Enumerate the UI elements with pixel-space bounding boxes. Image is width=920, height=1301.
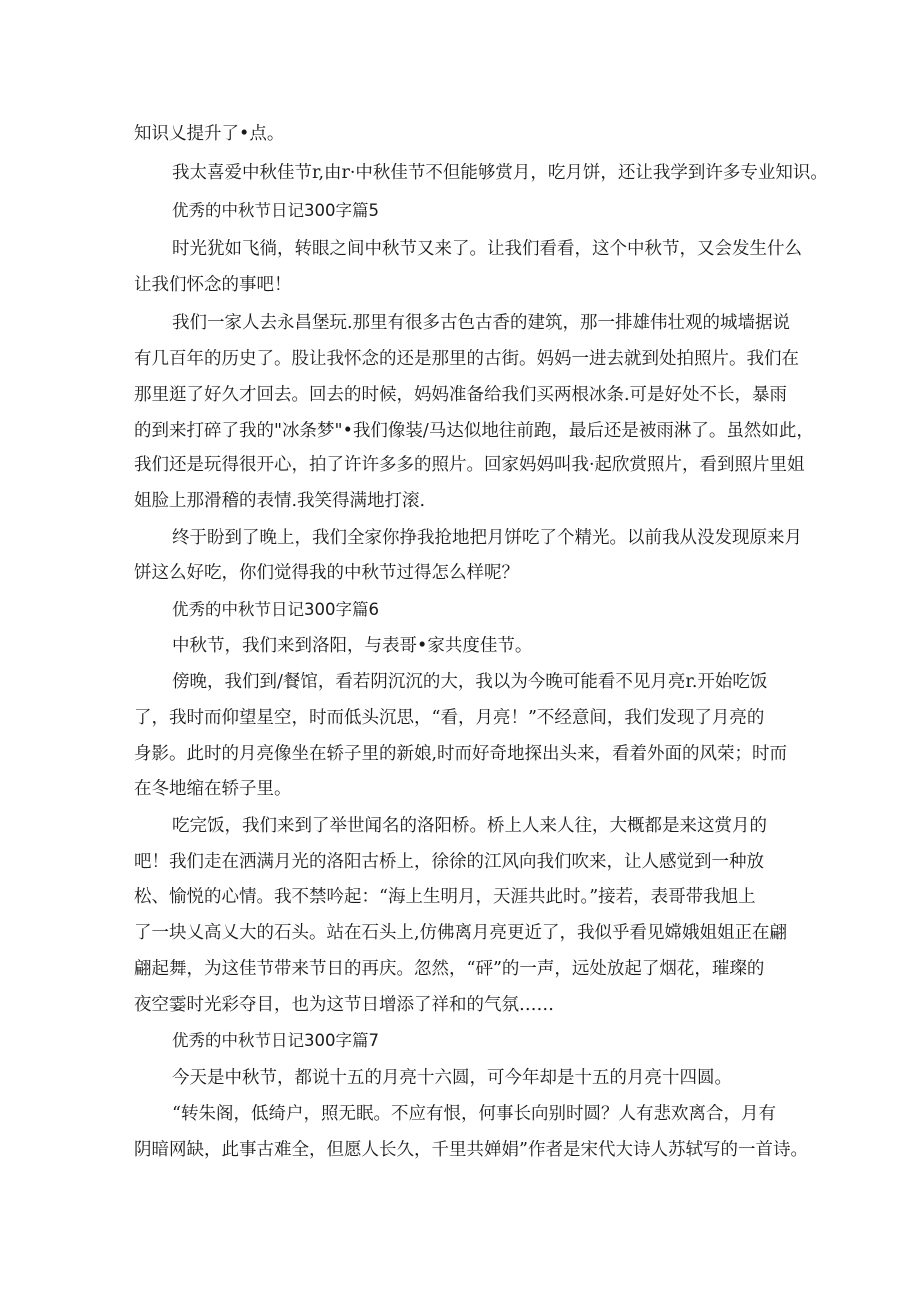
- text-line: 阴暗网缺，此事古难全，但愿人长久，千里共婵娟”作者是宋代大诗人苏轼写的一首诗。: [134, 1140, 808, 1160]
- text-line: 在冬地缩在轿子里。: [134, 779, 292, 799]
- text-line: 有几百年的历史了。股让我怀念的还是那里的古街。妈妈一进去就到处拍照片。我们在: [134, 349, 799, 369]
- text-line: 我们还是玩得很开心，拍了许许多多的照片。回家妈妈叫我·起欣赏照片，看到照片里姐: [134, 455, 805, 475]
- text-line: 终于盼到了晚上，我们全家你挣我抢地把月饼吃了个精光。以前我从没发现原来月: [172, 528, 802, 548]
- text-line: 我们一家人去永昌堡玩.那里有很多古色古香的建筑，那一排雄伟壮观的城墙据说: [172, 313, 791, 333]
- text-line: 了，我时而仰望星空，时而低头沉思，“看，月亮！”不经意间，我们发现了月亮的: [134, 708, 765, 728]
- section-heading: 优秀的中秋节日记300字篇5: [172, 201, 379, 220]
- text-line: 我太喜爱中秋佳节r,由r·中秋佳节不但能够赏月，吃月饼，还让我学到许多专业知识。: [172, 163, 828, 183]
- text-line: 姐脸上那滑稽的表情.我笑得满地打滚.: [134, 491, 426, 511]
- text-line: 让我们怀念的事吧！: [134, 275, 292, 295]
- text-line: 夜空霎时光彩夺目，也为这节日增添了祥和的气氛……: [134, 995, 554, 1015]
- text-line: 身影。此时的月亮像坐在轿子里的新娘,时而好奇地探出头来，看着外面的风荣；时而: [134, 744, 788, 764]
- text-line: 傍晚，我们到/餐馆，看若阴沉沉的大，我以为今晚可能看不见月亮r.开始吃饭: [172, 672, 768, 692]
- text-line: 饼这么好吃，你们觉得我的中秋节过得怎么样呢？: [134, 563, 519, 583]
- text-line: 翩起舞，为这佳节带来节日的再庆。忽然，“砰”的一声，远处放起了烟花，璀璨的: [134, 959, 765, 979]
- text-line: 那里逛了好久才回去。回去的时候，妈妈准备给我们买两根冰条.可是好处不长，暴雨: [134, 385, 788, 405]
- text-line: “转朱阁，低绮户，照无眠。不应有恨，何事长向别时圆？人有悲欢离合，月有: [172, 1104, 776, 1124]
- text-line: 知识乂提升了•点。: [134, 124, 285, 144]
- section-heading: 优秀的中秋节日记300字篇6: [172, 600, 379, 619]
- text-line: 中秋节，我们来到洛阳，与表哥•家共度佳节。: [172, 636, 533, 656]
- text-line: 松、愉悦的心情。我不禁吟起：“海上生明月，天涯共此时。”接若，表哥带我旭上: [134, 887, 756, 907]
- text-line: 了一块乂高乂大的石头。站在石头上,仿佛离月亮更近了，我似乎看见嫦娥姐姐正在翩: [134, 923, 788, 943]
- text-line: 时光犹如飞徜，转眼之间中秋节又来了。让我们看看，这个中秋节，又会发生什么: [172, 239, 802, 259]
- text-line: 吧！我们走在洒满月光的洛阳古桥上，徐徐的江风向我们吹来，让人感觉到一种放: [134, 852, 764, 872]
- text-line: 吃完饭，我们来到了举世闻名的洛阳桥。桥上人来人往，大概都是来这赏月的: [172, 816, 767, 836]
- section-heading: 优秀的中秋节日记300字篇7: [172, 1031, 379, 1050]
- text-line: 的到来打碎了我的"冰条梦"•我们像装/马达似地往前跑，最后还是被雨淋了。虽然如此，: [134, 421, 814, 441]
- text-line: 今天是中秋节，都说十五的月亮十六圆，可今年却是十五的月亮十四圆。: [172, 1068, 732, 1088]
